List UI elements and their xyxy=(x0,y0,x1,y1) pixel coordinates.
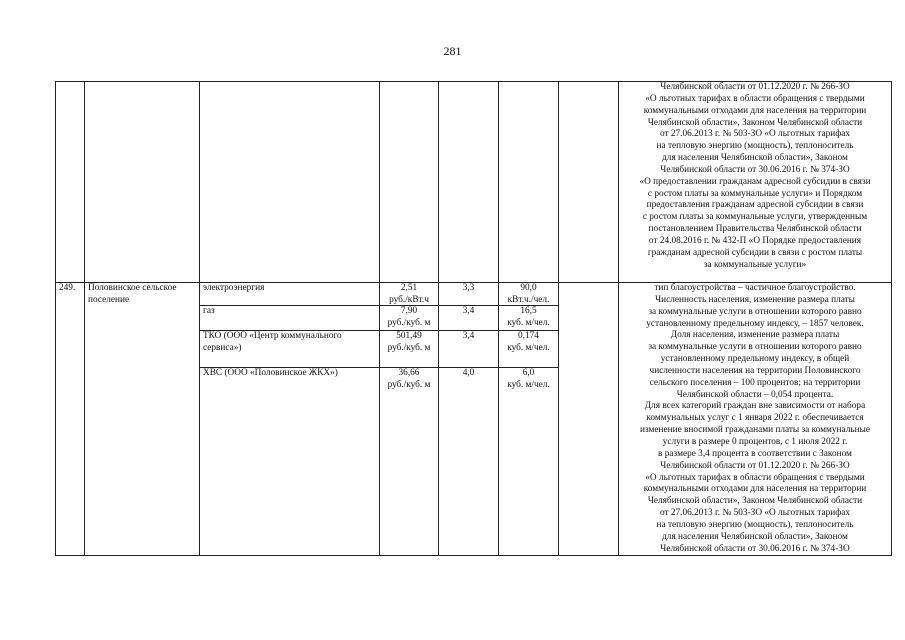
norm-unit: куб. м/чел. xyxy=(507,317,550,328)
norm-item xyxy=(499,306,558,331)
text-line: «О льготных тарифах в области обращения с твердыми xyxy=(645,472,865,483)
table-row-continuation xyxy=(56,82,892,283)
text-line: за коммунальные услуги в отношении которого равно xyxy=(648,306,862,317)
norm-value: 90,0 xyxy=(520,283,537,293)
text-line: от 24.08.2016 г. № 432-П «О Порядке предоставления xyxy=(648,235,862,246)
index-value: 4,0 xyxy=(462,368,475,378)
text-line: за коммунальные услуги в отношении которого равно xyxy=(648,342,862,353)
table-row-entry xyxy=(56,283,892,556)
service-name: ТКО (ООО «Центр коммунального сервиса») xyxy=(200,331,379,368)
text-line: в размере 3,4 процента в соответствии с Законом xyxy=(658,448,852,459)
norm-cell xyxy=(499,283,559,556)
continuation-text-cell xyxy=(619,82,892,283)
text-line: на тепловую энергию (мощность), теплоноситель xyxy=(656,519,854,530)
text-line: коммунальными отходами для населения на территории xyxy=(643,484,867,495)
index-value: 3,3 xyxy=(439,283,498,306)
description-cell xyxy=(619,283,892,556)
text-line: на тепловую энергию (мощность), теплоноситель xyxy=(656,141,854,152)
cell-empty xyxy=(380,82,439,283)
cell-empty xyxy=(499,82,559,283)
text-line: за коммунальные услуги» xyxy=(703,259,807,270)
text-line: сельского поселения – 100 процентов; на территории xyxy=(649,377,861,388)
cell-empty xyxy=(439,82,499,283)
cell-empty xyxy=(56,82,85,283)
norm-value: 16,5 xyxy=(520,306,537,316)
norm-unit: куб. м/чел. xyxy=(507,342,550,353)
text-line: Челябинской области – 0,054 процента. xyxy=(676,389,834,400)
entry-number: 249. xyxy=(56,283,85,556)
text-line: «О предоставлении гражданам адресной субсидии в связи xyxy=(639,176,871,187)
norm-value: 0,174 xyxy=(518,331,539,341)
text-line: коммунальными отходами для населения на территории xyxy=(643,105,867,116)
index-value: 3,4 xyxy=(439,306,498,331)
text-line: Численность населения, изменение размера платы xyxy=(655,294,855,305)
text-line: от 27.06.2013 г. № 503-ЗО «О льготных тарифах xyxy=(659,508,851,519)
text-line: изменение вносимой гражданами платы за коммунальные xyxy=(640,425,870,436)
index-value: 3,4 xyxy=(439,331,498,368)
text-line: Челябинской области от 30.06.2016 г. № 374-ЗО xyxy=(660,164,850,175)
service-name: ХВС (ООО «Половинское ЖКХ») xyxy=(203,368,338,378)
norm-unit: кВт.ч./чел. xyxy=(507,294,550,305)
text-line: с ростом платы за коммунальные услуги» и Порядком xyxy=(647,188,863,199)
tariff-table xyxy=(55,81,892,556)
tariff-value: 7,90 xyxy=(400,306,418,316)
tariff-unit: руб./кВт.ч xyxy=(389,294,429,305)
tariff-unit: руб./куб. м xyxy=(387,317,431,328)
text-line: предоставления гражданам адресной субсидии в связи xyxy=(646,200,864,211)
municipality-name: Половинское сельское поселение xyxy=(85,283,200,556)
tariff-unit: руб./куб. м xyxy=(387,379,431,390)
text-line: для населения Челябинской области», Законом xyxy=(662,153,848,164)
cell-empty xyxy=(200,82,380,283)
page-number: 281 xyxy=(443,44,462,58)
tariff-value: 2,51 xyxy=(400,283,418,293)
tariff-item xyxy=(380,368,438,392)
text-line: от 27.06.2013 г. № 503-ЗО «О льготных тарифах xyxy=(659,129,851,140)
text-line: гражданам адресной субсидии в связи с ростом платы xyxy=(647,247,863,258)
tariff-item xyxy=(380,306,438,331)
norm-item xyxy=(499,331,558,368)
tariff-value: 36,66 xyxy=(398,368,420,378)
tariff-item xyxy=(380,283,438,306)
text-line: установленному предельному индексу, – 1857 человек. xyxy=(646,318,864,329)
service-name: газ xyxy=(200,306,379,331)
text-line: Челябинской области», Законом Челябинской области xyxy=(647,117,863,128)
cell-empty xyxy=(85,82,200,283)
norm-unit: куб. м/чел. xyxy=(507,379,550,390)
norm-item xyxy=(499,283,558,306)
cell-empty xyxy=(559,82,619,283)
text-line: с ростом платы за коммунальные услуги, утвержденным xyxy=(642,212,868,223)
text-line: «О льготных тарифах в области обращения с твердыми xyxy=(645,93,865,104)
cell-empty xyxy=(559,283,619,556)
text-line: Доля населения, изменение размера платы xyxy=(670,330,840,341)
service-names-cell xyxy=(200,283,380,556)
text-line: услуги в размере 0 процентов, с 1 июля 2022 г. xyxy=(662,436,848,447)
text-line: Челябинской области», Законом Челябинской области xyxy=(647,496,863,507)
index-cell xyxy=(439,283,499,556)
text-line: постановлением Правительства Челябинской области xyxy=(648,224,862,235)
text-line: Челябинской области от 01.12.2020 г. № 266-ЗО xyxy=(660,82,850,92)
text-line: Челябинской области от 01.12.2020 г. № 266-ЗО xyxy=(660,460,850,471)
norm-item xyxy=(499,368,558,392)
text-line: тип благоустройства – частичное благоустройство. xyxy=(654,283,856,293)
text-line: Для всех категорий граждан вне зависимости от набора xyxy=(644,401,866,412)
text-line: установленному предельному индексу, в общей xyxy=(660,354,850,365)
tariff-unit: руб./куб. м xyxy=(387,342,431,353)
text-line: Челябинской области от 30.06.2016 г. № 374-ЗО xyxy=(660,543,850,554)
tariff-item xyxy=(380,331,438,368)
norm-value: 6,0 xyxy=(522,368,535,378)
service-name: электроэнергия xyxy=(200,283,379,306)
text-line: численности населения на территории Половинского xyxy=(649,365,861,376)
tariff-value: 501,49 xyxy=(396,331,422,341)
text-line: коммунальных услуг с 1 января 2022 г. обеспечивается xyxy=(646,413,864,424)
text-line: для населения Челябинской области», Законом xyxy=(662,531,848,542)
tariff-cell xyxy=(380,283,439,556)
